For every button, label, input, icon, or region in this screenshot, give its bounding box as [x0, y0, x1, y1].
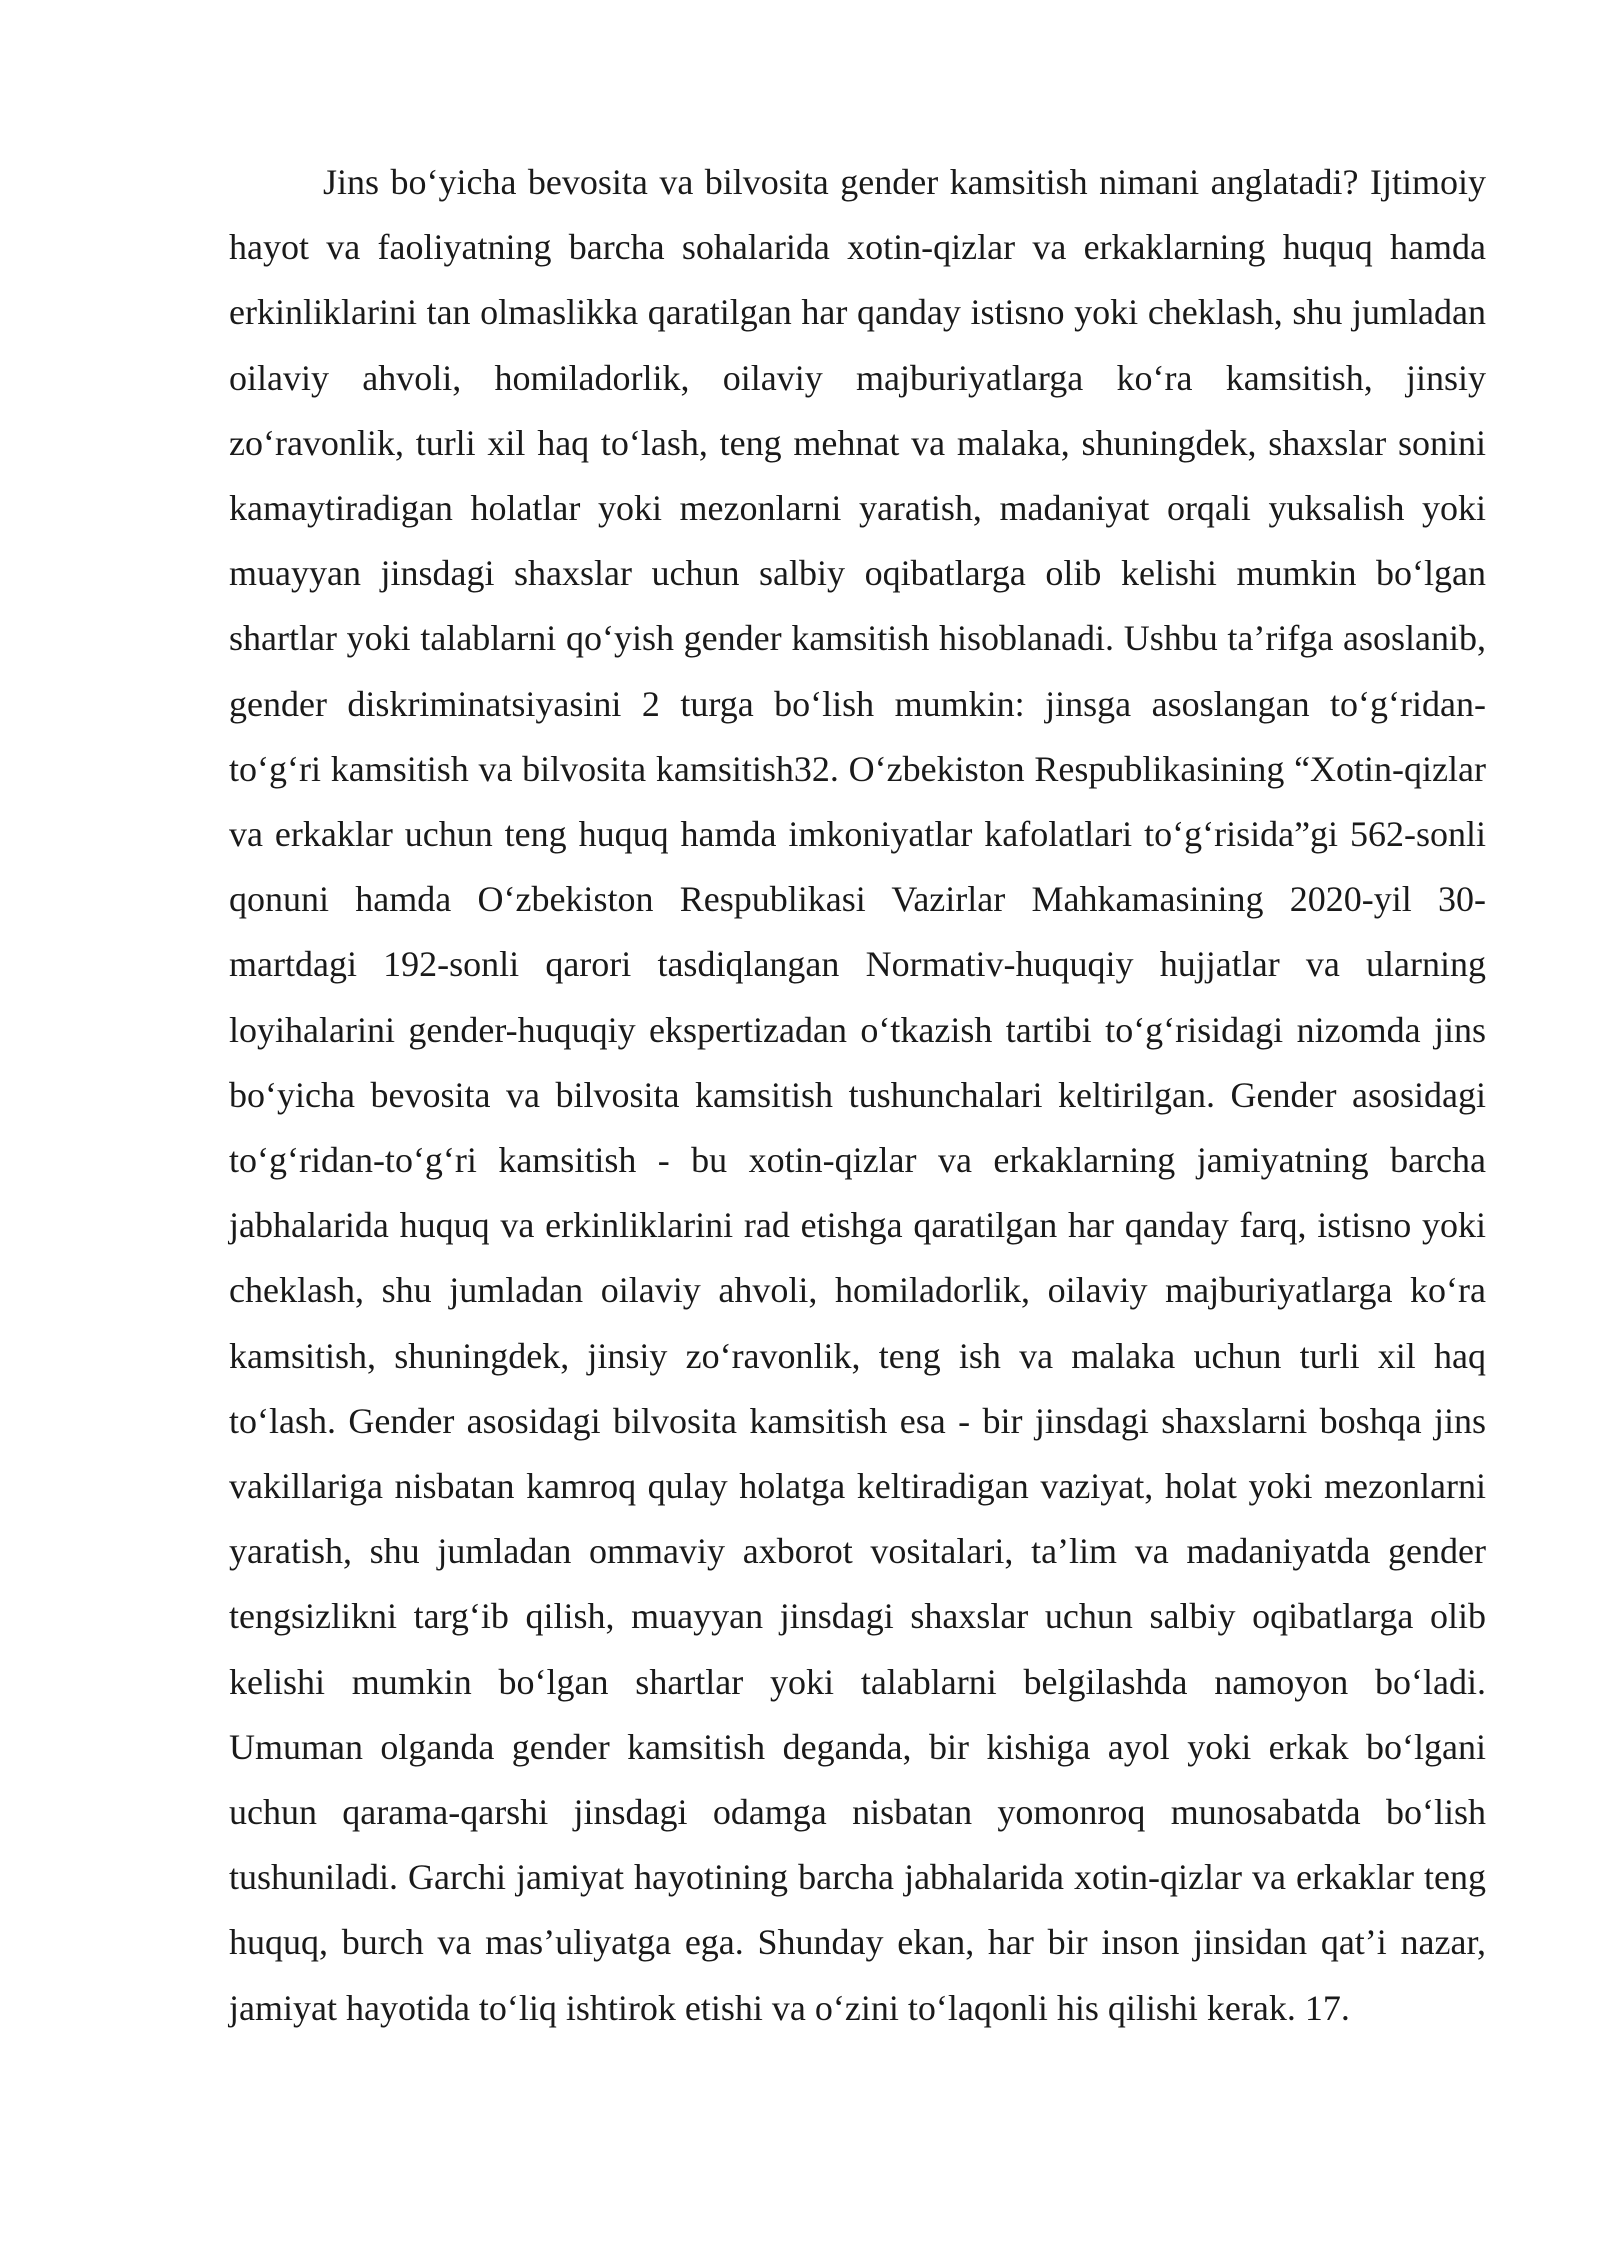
body-paragraph: Jins bo‘yicha bevosita va bilvosita gender kamsitish nimani anglatadi? Ijtimoiy hayot va faoliyatning barcha sohalarida xotin-qizlar va erkaklarning huquq hamda erkinliklarini tan olmaslikka qaratilgan har qanday istisno yoki cheklash, shu jumladan oilaviy ahvoli, homiladorlik, oilaviy majburiyatlarga ko‘ra kamsitish, jinsiy zo‘ravonlik, turli xil haq to‘lash, teng mehnat va malaka, shuningdek, shaxslar sonini kamaytiradigan holatlar yoki mezonlarni yaratish, madaniyat orqali yuksalish yoki muayyan jinsdagi shaxslar uchun salbiy oqibatlarga olib kelishi mumkin bo‘lgan shartlar yoki talablarni qo‘yish gender kamsitish hisoblanadi. Ushbu ta’rifga asoslanib, gender diskriminatsiyasini 2 turga bo‘lish mumkin: jinsga asoslangan to‘g‘ridan-to‘g‘ri kamsitish va bilvosita kamsitish32. O‘zbekiston Respublikasining “Xotin-qizlar va erkaklar uchun teng huquq hamda imkoniyatlar kafolatlari to‘g‘risida”gi 562-sonli qonuni hamda O‘zbekiston Respublikasi Vazirlar Mahkamasining 2020-yil 30-martdagi 192-sonli qarori tasdiqlangan Normativ-huquqiy hujjatlar va ularning loyihalarini gender-huquqiy ekspertizadan o‘tkazish tartibi to‘g‘risidagi nizomda jins bo‘yicha bevosita va bilvosita kamsitish tushunchalari keltirilgan. Gender asosidagi to‘g‘ridan-to‘g‘ri kamsitish - bu xotin-qizlar va erkaklarning jamiyatning barcha jabhalarida huquq va erkinliklarini rad etishga qaratilgan har qanday farq, istisno yoki cheklash, shu jumladan oilaviy ahvoli, homiladorlik, oilaviy majburiyatlarga ko‘ra kamsitish, shuningdek, jinsiy zo‘ravonlik, teng ish va malaka uchun turli xil haq to‘lash. Gender asosidagi bilvosita kamsitish esa - bir jinsdagi shaxslarni boshqa jins vakillariga nisbatan kamroq qulay holatga keltiradigan vaziyat, holat yoki mezonlarni yaratish, shu jumladan ommaviy axborot vositalari, ta’lim va madaniyatda gender tengsizlikni targ‘ib qilish, muayyan jinsdagi shaxslar uchun salbiy oqibatlarga olib kelishi mumkin bo‘lgan shartlar yoki talablarni belgilashda namoyon bo‘ladi. Umuman olganda gender kamsitish deganda, bir kishiga ayol yoki erkak bo‘lgani uchun qarama-qarshi jinsdagi odamga nisbatan yomonroq munosabatda bo‘lish tushuniladi. Garchi jamiyat hayotining barcha jabhalarida xotin-qizlar va erkaklar teng huquq, burch va mas’uliyatga ega. Shunday ekan, har bir inson jinsidan qat’i nazar, jamiyat hayotida to‘liq ishtirok etishi va o‘zini to‘laqonli his qilishi kerak. 17. — [229, 162, 1486, 2028]
